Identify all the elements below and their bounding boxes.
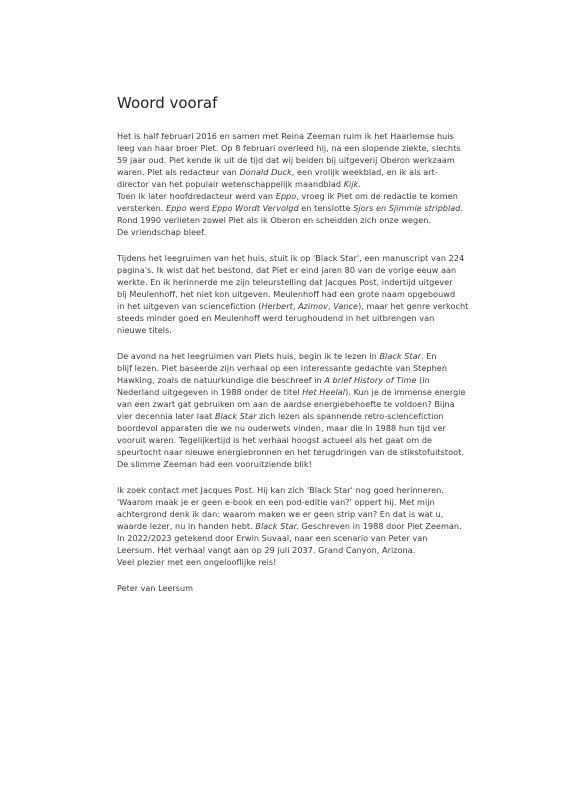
text-line: leeg van haar broer Piet. Op 8 februari overleed hij, na een slopende ziekte, slechts: [117, 143, 461, 153]
text-line: Toen ik later hoofdredacteur werd van Eppo, vroeg ik Piet om de redactie te komen: [117, 191, 458, 201]
text-line: steeds minder goed en Meulenhoff werd terughoudend in het uitbrengen van: [117, 313, 435, 323]
text-line: Hawking, zoals de natuurkundige die beschreef in A brief History of Time (in: [117, 375, 430, 385]
text-line: 'Waarom maak je er geen e-book en een pod-editie van?' oppert hij. Met mijn: [117, 497, 435, 507]
text-line: director van het populair wetenschappelijk maandblad Kijk.: [117, 179, 362, 189]
text-line: Het is half februari 2016 en samen met Reina Zeeman ruim ik het Haarlemse huis: [117, 131, 454, 141]
text-line: vier decennia later laat Black Star zich lezen als spannende retro-sciencefiction: [117, 411, 444, 421]
text-line: nieuwe titels.: [117, 325, 172, 335]
text-line: Nederland uitgegeven in 1988 onder de titel Het Heelal). Kun je de immense energie: [117, 387, 466, 397]
text-line: pagina's. Ik wist dat het bestond, dat Piet er eind jaren 80 van de vorige eeuw aan: [117, 265, 457, 275]
text-line: De avond na het leegruimen van Piets huis, begin ik te lezen in Black Star. En: [117, 351, 437, 361]
paragraph: [117, 350, 537, 470]
text-line: Leersum. Het verhaal vangt aan op 29 juli 2037. Grand Canyon, Arizona.: [117, 545, 416, 555]
paragraph: [117, 130, 537, 238]
foreword-body: [117, 130, 537, 568]
text-line: achtergrond denk ik dan: waarom maken we er geen strip van? En dat is wat u,: [117, 509, 444, 519]
foreword-content: [117, 94, 537, 594]
text-line: 59 jaar oud. Piet kende ik uit de tijd dat wij beiden bij uitgeverij Oberon werkzaam: [117, 155, 455, 165]
text-line: waren. Piet als redacteur van Donald Duck, een vrolijk weekblad, en ik als art-: [117, 167, 438, 177]
text-line: blijf lezen. Piet baseerde zijn verhaal op een interessante gedachte van Stephen: [117, 363, 448, 373]
text-line: vooruit waren. Tegelijkertijd is het verhaal hoogst actueel als het gaat om de: [117, 435, 433, 445]
text-line: waarde lezer, nu in handen hebt. Black Star. Geschreven in 1988 door Piet Zeeman.: [117, 521, 462, 531]
text-line: bij Meulenhoff, het niet kon uitgeven. Meulenhoff had een grote naam opgebouwd: [117, 289, 456, 299]
text-line: Rond 1990 verlieten zowel Piet als ik Oberon en scheidden zich onze wegen.: [117, 215, 432, 225]
signature: Peter van Leersum: [117, 583, 193, 593]
paragraph: [117, 484, 537, 568]
text-line: Veel plezier met een ongelooflijke reis!: [117, 557, 277, 567]
text-line: De slimme Zeeman had een vooruitziende blik!: [117, 459, 312, 469]
paragraph: [117, 252, 537, 336]
text-line: in het uitgeven van sciencefiction (Herbert, Azimov, Vance), maar het genre verkocht: [117, 301, 469, 311]
page-title: Woord vooraf: [117, 94, 218, 112]
text-line: Ik zoek contact met Jacques Post. Hij kan zich 'Black Star' nog goed herinneren.: [117, 485, 444, 495]
text-line: De vriendschap bleef.: [117, 227, 207, 237]
text-line: In 2022/2023 getekend door Erwin Suvaal, naar een scenario van Peter van: [117, 533, 428, 543]
text-line: boordevol apparaten die we nu ouderwets vinden, maar die in 1988 hun tijd ver: [117, 423, 446, 433]
text-line: versterken. Eppo werd Eppo Wordt Vervolgd en tenslotte Sjors en Sjimmie stripblad.: [117, 203, 464, 213]
text-line: van een zwart gat gebruiken om aan de aardse energiebehoefte te voldoen? Bijna: [117, 399, 455, 409]
text-line: werkte. En ik herinnerde me zijn teleurstelling dat Jacques Post, indertijd uitgever: [117, 277, 453, 287]
text-line: Tijdens het leegruimen van het huis, stuit ik op 'Black Star', een manuscript van 224: [117, 253, 465, 263]
text-line: speurtocht naar nieuwe energiebronnen en het terugdringen van de stikstofuitstoot.: [117, 447, 464, 457]
